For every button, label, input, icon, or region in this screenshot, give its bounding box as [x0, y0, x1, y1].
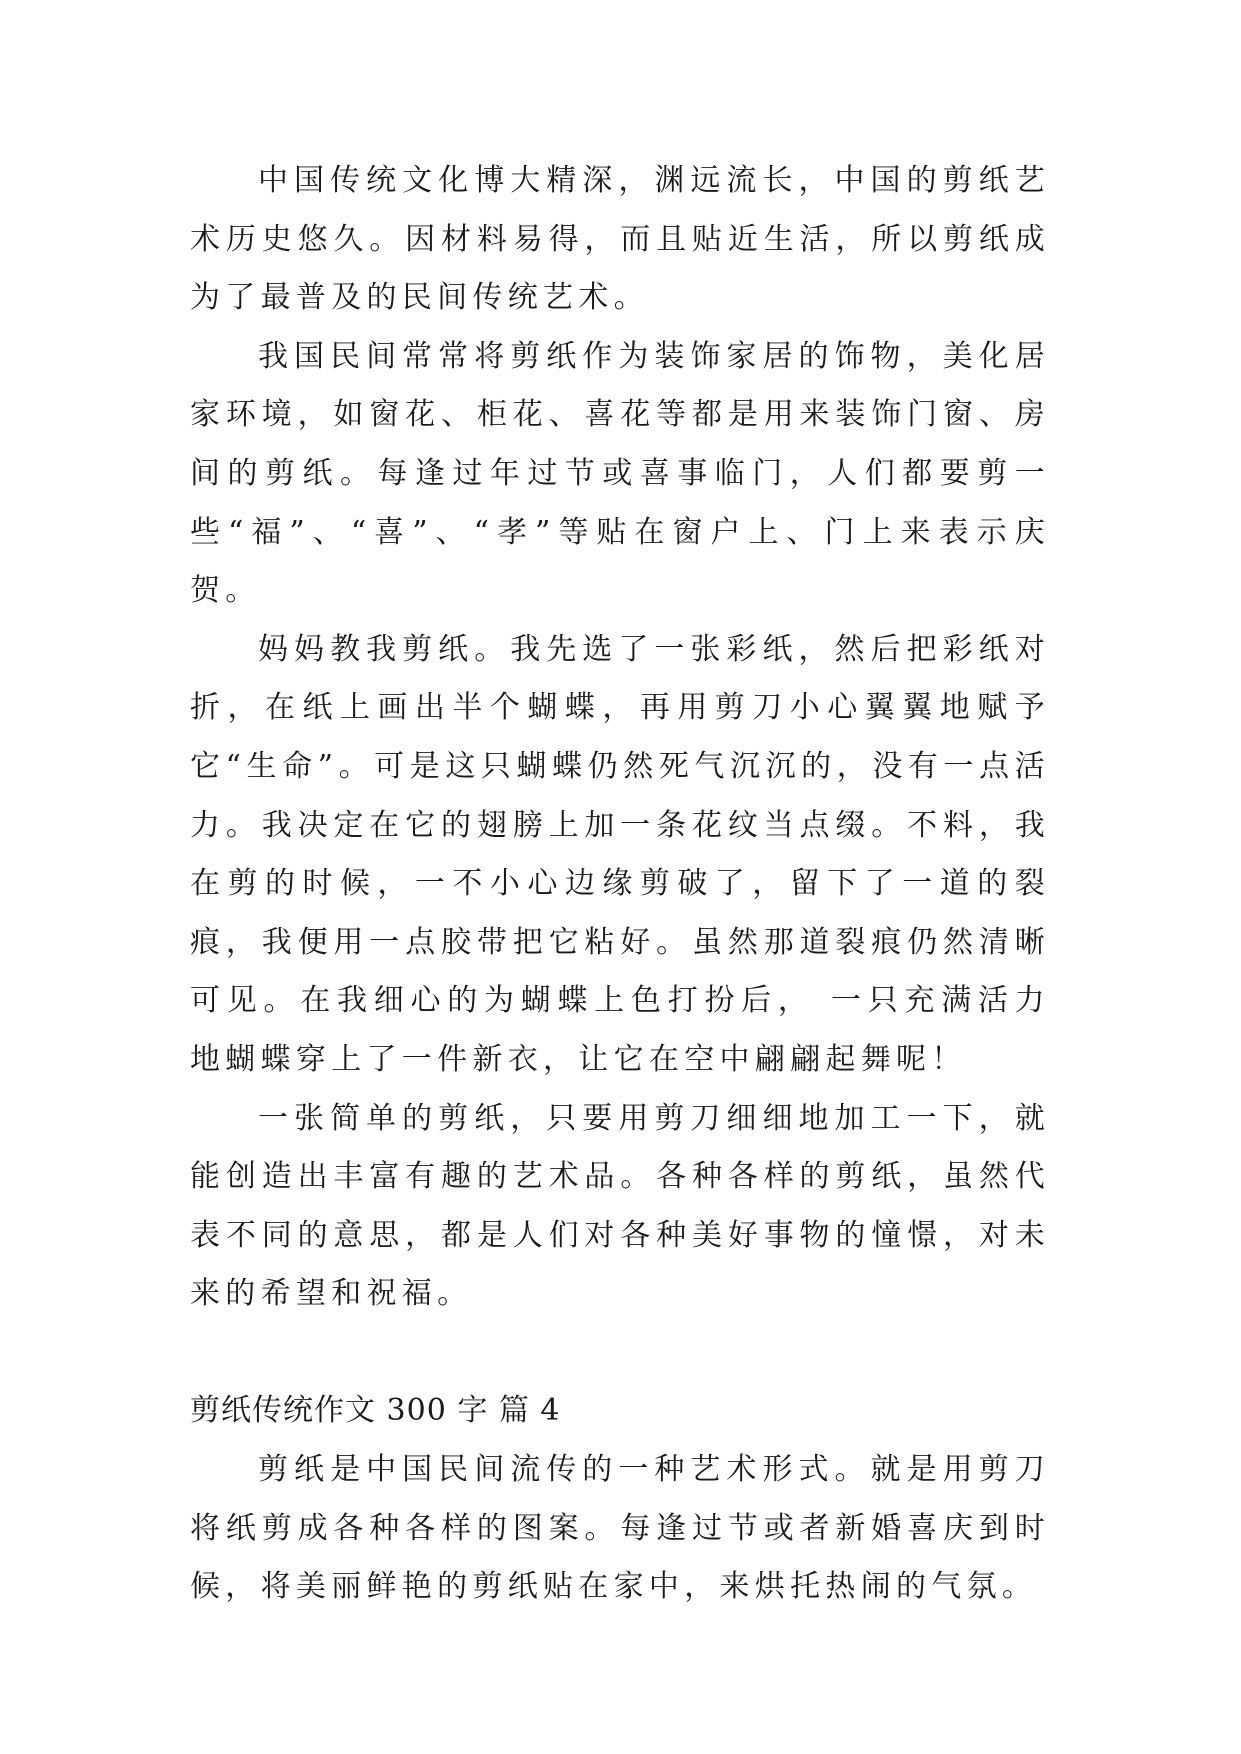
paragraph-conclusion: 一张简单的剪纸，只要用剪刀细细地加工一下，就能创造出丰富有趣的艺术品。各种各样的剪纸，虽然代表不同的意思，都是人们对各种美好事物的憧憬，对未来的希望和祝福。 — [190, 1100, 1050, 1312]
paragraph-home-decoration: 我国民间常常将剪纸作为装饰家居的饰物，美化居家环境，如窗花、柜花、喜花等都是用来装饰门窗、房间的剪纸。每逢过年过节或喜事临门，人们都要剪一些“福”、“喜”、“孝”等贴在窗户上、门上来表示庆贺。 — [190, 338, 1050, 609]
paragraph-butterfly-story: 妈妈教我剪纸。我先选了一张彩纸，然后把彩纸对折，在纸上画出半个蝴蝶，再用剪刀小心翼翼地赋予它“生命”。可是这只蝴蝶仍然死气沉沉的，没有一点活力。我决定在它的翅膀上加一条花纹当点缀。不料，我在剪的时候，一不小心边缘剪破了，留下了一道的裂痕，我便用一点胶带把它粘好。虽然那道裂痕仍然清晰可见。在我细心的为蝴蝶上色打扮后， 一只充满活力地蝴蝶穿上了一件新衣，让它在空中翩翩起舞呢！ — [190, 631, 1050, 1077]
section-spacer — [190, 1324, 1050, 1383]
paragraph-art-form: 剪纸是中国民间流传的一种艺术形式。就是用剪刀将纸剪成各种各样的图案。每逢过节或者新婚喜庆到时候，将美丽鲜艳的剪纸贴在家中，来烘托热闹的气氛。 — [190, 1452, 1050, 1605]
paragraph-paper-cutting-history: 中国传统文化博大精深，渊远流长，中国的剪纸艺术历史悠久。因材料易得，而且贴近生活，所以剪纸成为了最普及的民间传统艺术。 — [190, 163, 1050, 316]
document-page — [190, 152, 1050, 1617]
section-heading: 剪纸传统作文 300 字 篇 4 — [190, 1393, 561, 1429]
